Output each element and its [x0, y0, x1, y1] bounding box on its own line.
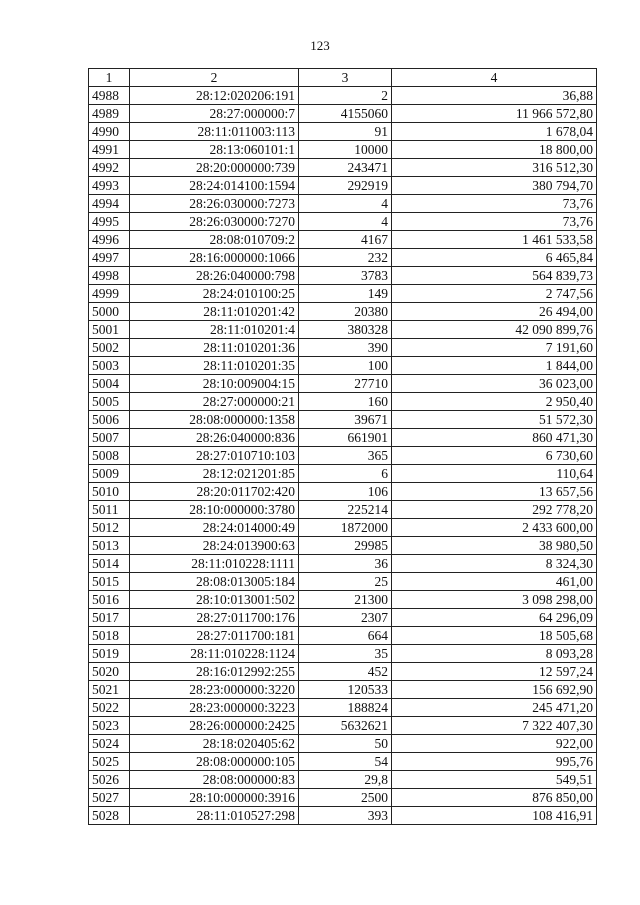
column-header-2: 2	[130, 69, 299, 87]
table-row	[89, 231, 597, 249]
area-cell: 54	[299, 753, 392, 771]
value-cell: 6 730,60	[392, 447, 597, 465]
value-cell: 995,76	[392, 753, 597, 771]
table-row	[89, 537, 597, 555]
table-row	[89, 717, 597, 735]
row-number-cell: 5015	[89, 573, 130, 591]
area-cell: 4	[299, 195, 392, 213]
table-row	[89, 573, 597, 591]
area-cell: 232	[299, 249, 392, 267]
cadastral-number-cell: 28:10:000000:3780	[130, 501, 299, 519]
row-number-cell: 5009	[89, 465, 130, 483]
area-cell: 390	[299, 339, 392, 357]
column-header-4: 4	[392, 69, 597, 87]
value-cell: 108 416,91	[392, 807, 597, 825]
table-row	[89, 213, 597, 231]
table-row	[89, 303, 597, 321]
value-cell: 42 090 899,76	[392, 321, 597, 339]
value-cell: 11 966 572,80	[392, 105, 597, 123]
table-row	[89, 591, 597, 609]
value-cell: 8 324,30	[392, 555, 597, 573]
row-number-cell: 4997	[89, 249, 130, 267]
table-row	[89, 105, 597, 123]
column-header-3: 3	[299, 69, 392, 87]
cadastral-number-cell: 28:08:013005:184	[130, 573, 299, 591]
row-number-cell: 4999	[89, 285, 130, 303]
table-row	[89, 249, 597, 267]
table-row	[89, 645, 597, 663]
area-cell: 20380	[299, 303, 392, 321]
table-row	[89, 465, 597, 483]
row-number-cell: 5012	[89, 519, 130, 537]
area-cell: 106	[299, 483, 392, 501]
row-number-cell: 5004	[89, 375, 130, 393]
cadastral-number-cell: 28:08:000000:1358	[130, 411, 299, 429]
area-cell: 188824	[299, 699, 392, 717]
row-number-cell: 5005	[89, 393, 130, 411]
table-row	[89, 663, 597, 681]
value-cell: 2 433 600,00	[392, 519, 597, 537]
area-cell: 25	[299, 573, 392, 591]
area-cell: 91	[299, 123, 392, 141]
value-cell: 156 692,90	[392, 681, 597, 699]
cadastral-number-cell: 28:27:000000:7	[130, 105, 299, 123]
area-cell: 120533	[299, 681, 392, 699]
value-cell: 6 465,84	[392, 249, 597, 267]
column-header-1: 1	[89, 69, 130, 87]
area-cell: 393	[299, 807, 392, 825]
table-row	[89, 357, 597, 375]
cadastral-number-cell: 28:16:000000:1066	[130, 249, 299, 267]
cadastral-number-cell: 28:11:010527:298	[130, 807, 299, 825]
table-row	[89, 87, 597, 105]
value-cell: 3 098 298,00	[392, 591, 597, 609]
row-number-cell: 5027	[89, 789, 130, 807]
area-cell: 243471	[299, 159, 392, 177]
row-number-cell: 5014	[89, 555, 130, 573]
cadastral-number-cell: 28:08:010709:2	[130, 231, 299, 249]
area-cell: 10000	[299, 141, 392, 159]
cadastral-number-cell: 28:12:020206:191	[130, 87, 299, 105]
row-number-cell: 5019	[89, 645, 130, 663]
row-number-cell: 5002	[89, 339, 130, 357]
row-number-cell: 4992	[89, 159, 130, 177]
value-cell: 380 794,70	[392, 177, 597, 195]
table-row	[89, 429, 597, 447]
table-row	[89, 501, 597, 519]
row-number-cell: 5010	[89, 483, 130, 501]
value-cell: 7 191,60	[392, 339, 597, 357]
value-cell: 13 657,56	[392, 483, 597, 501]
value-cell: 12 597,24	[392, 663, 597, 681]
row-number-cell: 5025	[89, 753, 130, 771]
area-cell: 4	[299, 213, 392, 231]
cadastral-number-cell: 28:26:030000:7270	[130, 213, 299, 231]
cadastral-number-cell: 28:11:010201:4	[130, 321, 299, 339]
row-number-cell: 5001	[89, 321, 130, 339]
value-cell: 2 747,56	[392, 285, 597, 303]
area-cell: 292919	[299, 177, 392, 195]
table-row	[89, 195, 597, 213]
area-cell: 2307	[299, 609, 392, 627]
table-row	[89, 555, 597, 573]
value-cell: 1 461 533,58	[392, 231, 597, 249]
value-cell: 64 296,09	[392, 609, 597, 627]
table-row	[89, 177, 597, 195]
row-number-cell: 5021	[89, 681, 130, 699]
row-number-cell: 4996	[89, 231, 130, 249]
area-cell: 29,8	[299, 771, 392, 789]
row-number-cell: 5016	[89, 591, 130, 609]
value-cell: 36,88	[392, 87, 597, 105]
cadastral-number-cell: 28:08:000000:83	[130, 771, 299, 789]
row-number-cell: 5017	[89, 609, 130, 627]
table-row	[89, 411, 597, 429]
cadastral-number-cell: 28:23:000000:3223	[130, 699, 299, 717]
table-row	[89, 753, 597, 771]
cadastral-number-cell: 28:20:011702:420	[130, 483, 299, 501]
cadastral-number-cell: 28:24:010100:25	[130, 285, 299, 303]
row-number-cell: 4995	[89, 213, 130, 231]
value-cell: 1 678,04	[392, 123, 597, 141]
cadastral-number-cell: 28:27:011700:181	[130, 627, 299, 645]
area-cell: 35	[299, 645, 392, 663]
value-cell: 38 980,50	[392, 537, 597, 555]
row-number-cell: 4990	[89, 123, 130, 141]
row-number-cell: 5026	[89, 771, 130, 789]
row-number-cell: 5028	[89, 807, 130, 825]
table-row	[89, 339, 597, 357]
table-row	[89, 285, 597, 303]
row-number-cell: 4991	[89, 141, 130, 159]
area-cell: 39671	[299, 411, 392, 429]
table-row	[89, 447, 597, 465]
value-cell: 2 950,40	[392, 393, 597, 411]
cadastral-number-cell: 28:11:010228:1111	[130, 555, 299, 573]
area-cell: 149	[299, 285, 392, 303]
table-row	[89, 609, 597, 627]
cadastral-number-cell: 28:10:013001:502	[130, 591, 299, 609]
cadastral-number-cell: 28:20:000000:739	[130, 159, 299, 177]
area-cell: 2500	[299, 789, 392, 807]
value-cell: 8 093,28	[392, 645, 597, 663]
row-number-cell: 5003	[89, 357, 130, 375]
area-cell: 664	[299, 627, 392, 645]
cadastral-number-cell: 28:11:011003:113	[130, 123, 299, 141]
table-row	[89, 699, 597, 717]
value-cell: 110,64	[392, 465, 597, 483]
value-cell: 18 505,68	[392, 627, 597, 645]
row-number-cell: 5023	[89, 717, 130, 735]
cadastral-number-cell: 28:26:040000:836	[130, 429, 299, 447]
row-number-cell: 4993	[89, 177, 130, 195]
table-row	[89, 267, 597, 285]
cadastral-number-cell: 28:26:000000:2425	[130, 717, 299, 735]
area-cell: 6	[299, 465, 392, 483]
cadastral-number-cell: 28:27:000000:21	[130, 393, 299, 411]
table-row	[89, 483, 597, 501]
area-cell: 36	[299, 555, 392, 573]
cadastral-number-cell: 28:27:011700:176	[130, 609, 299, 627]
area-cell: 225214	[299, 501, 392, 519]
area-cell: 661901	[299, 429, 392, 447]
cadastral-number-cell: 28:10:000000:3916	[130, 789, 299, 807]
cadastral-number-cell: 28:11:010201:35	[130, 357, 299, 375]
table-row	[89, 681, 597, 699]
area-cell: 3783	[299, 267, 392, 285]
table-body	[89, 87, 597, 825]
cadastral-number-cell: 28:24:014000:49	[130, 519, 299, 537]
table-row	[89, 159, 597, 177]
table-row	[89, 393, 597, 411]
value-cell: 36 023,00	[392, 375, 597, 393]
row-number-cell: 5007	[89, 429, 130, 447]
area-cell: 452	[299, 663, 392, 681]
table-row	[89, 375, 597, 393]
row-number-cell: 4988	[89, 87, 130, 105]
area-cell: 100	[299, 357, 392, 375]
value-cell: 73,76	[392, 195, 597, 213]
area-cell: 2	[299, 87, 392, 105]
cadastral-number-cell: 28:08:000000:105	[130, 753, 299, 771]
row-number-cell: 4989	[89, 105, 130, 123]
value-cell: 316 512,30	[392, 159, 597, 177]
row-number-cell: 5006	[89, 411, 130, 429]
value-cell: 18 800,00	[392, 141, 597, 159]
area-cell: 365	[299, 447, 392, 465]
row-number-cell: 4998	[89, 267, 130, 285]
area-cell: 4167	[299, 231, 392, 249]
cadastral-number-cell: 28:13:060101:1	[130, 141, 299, 159]
value-cell: 564 839,73	[392, 267, 597, 285]
value-cell: 26 494,00	[392, 303, 597, 321]
table-row	[89, 735, 597, 753]
value-cell: 549,51	[392, 771, 597, 789]
cadastral-number-cell: 28:10:009004:15	[130, 375, 299, 393]
row-number-cell: 5008	[89, 447, 130, 465]
table-row	[89, 123, 597, 141]
row-number-cell: 5022	[89, 699, 130, 717]
cadastral-number-cell: 28:11:010201:36	[130, 339, 299, 357]
value-cell: 7 322 407,30	[392, 717, 597, 735]
cadastral-number-cell: 28:18:020405:62	[130, 735, 299, 753]
value-cell: 860 471,30	[392, 429, 597, 447]
value-cell: 922,00	[392, 735, 597, 753]
cadastral-number-cell: 28:11:010201:42	[130, 303, 299, 321]
cadastral-number-cell: 28:16:012992:255	[130, 663, 299, 681]
cadastral-number-cell: 28:27:010710:103	[130, 447, 299, 465]
cadastral-number-cell: 28:12:021201:85	[130, 465, 299, 483]
cadastral-number-cell: 28:26:030000:7273	[130, 195, 299, 213]
table-row	[89, 519, 597, 537]
row-number-cell: 5011	[89, 501, 130, 519]
table-row	[89, 141, 597, 159]
area-cell: 380328	[299, 321, 392, 339]
row-number-cell: 5018	[89, 627, 130, 645]
table-row	[89, 807, 597, 825]
table-header-row	[89, 69, 597, 87]
cadastral-number-cell: 28:24:013900:63	[130, 537, 299, 555]
row-number-cell: 5020	[89, 663, 130, 681]
cadastral-number-cell: 28:26:040000:798	[130, 267, 299, 285]
area-cell: 5632621	[299, 717, 392, 735]
table-row	[89, 321, 597, 339]
area-cell: 4155060	[299, 105, 392, 123]
value-cell: 51 572,30	[392, 411, 597, 429]
area-cell: 27710	[299, 375, 392, 393]
area-cell: 1872000	[299, 519, 392, 537]
value-cell: 73,76	[392, 213, 597, 231]
value-cell: 1 844,00	[392, 357, 597, 375]
page-number: 123	[310, 38, 330, 53]
table-row	[89, 771, 597, 789]
row-number-cell: 4994	[89, 195, 130, 213]
value-cell: 876 850,00	[392, 789, 597, 807]
value-cell: 461,00	[392, 573, 597, 591]
value-cell: 292 778,20	[392, 501, 597, 519]
area-cell: 160	[299, 393, 392, 411]
cadastral-number-cell: 28:23:000000:3220	[130, 681, 299, 699]
table-row	[89, 789, 597, 807]
area-cell: 29985	[299, 537, 392, 555]
cadastral-number-cell: 28:11:010228:1124	[130, 645, 299, 663]
area-cell: 21300	[299, 591, 392, 609]
row-number-cell: 5024	[89, 735, 130, 753]
row-number-cell: 5013	[89, 537, 130, 555]
registry-table	[88, 68, 597, 825]
row-number-cell: 5000	[89, 303, 130, 321]
area-cell: 50	[299, 735, 392, 753]
table-row	[89, 627, 597, 645]
cadastral-number-cell: 28:24:014100:1594	[130, 177, 299, 195]
value-cell: 245 471,20	[392, 699, 597, 717]
